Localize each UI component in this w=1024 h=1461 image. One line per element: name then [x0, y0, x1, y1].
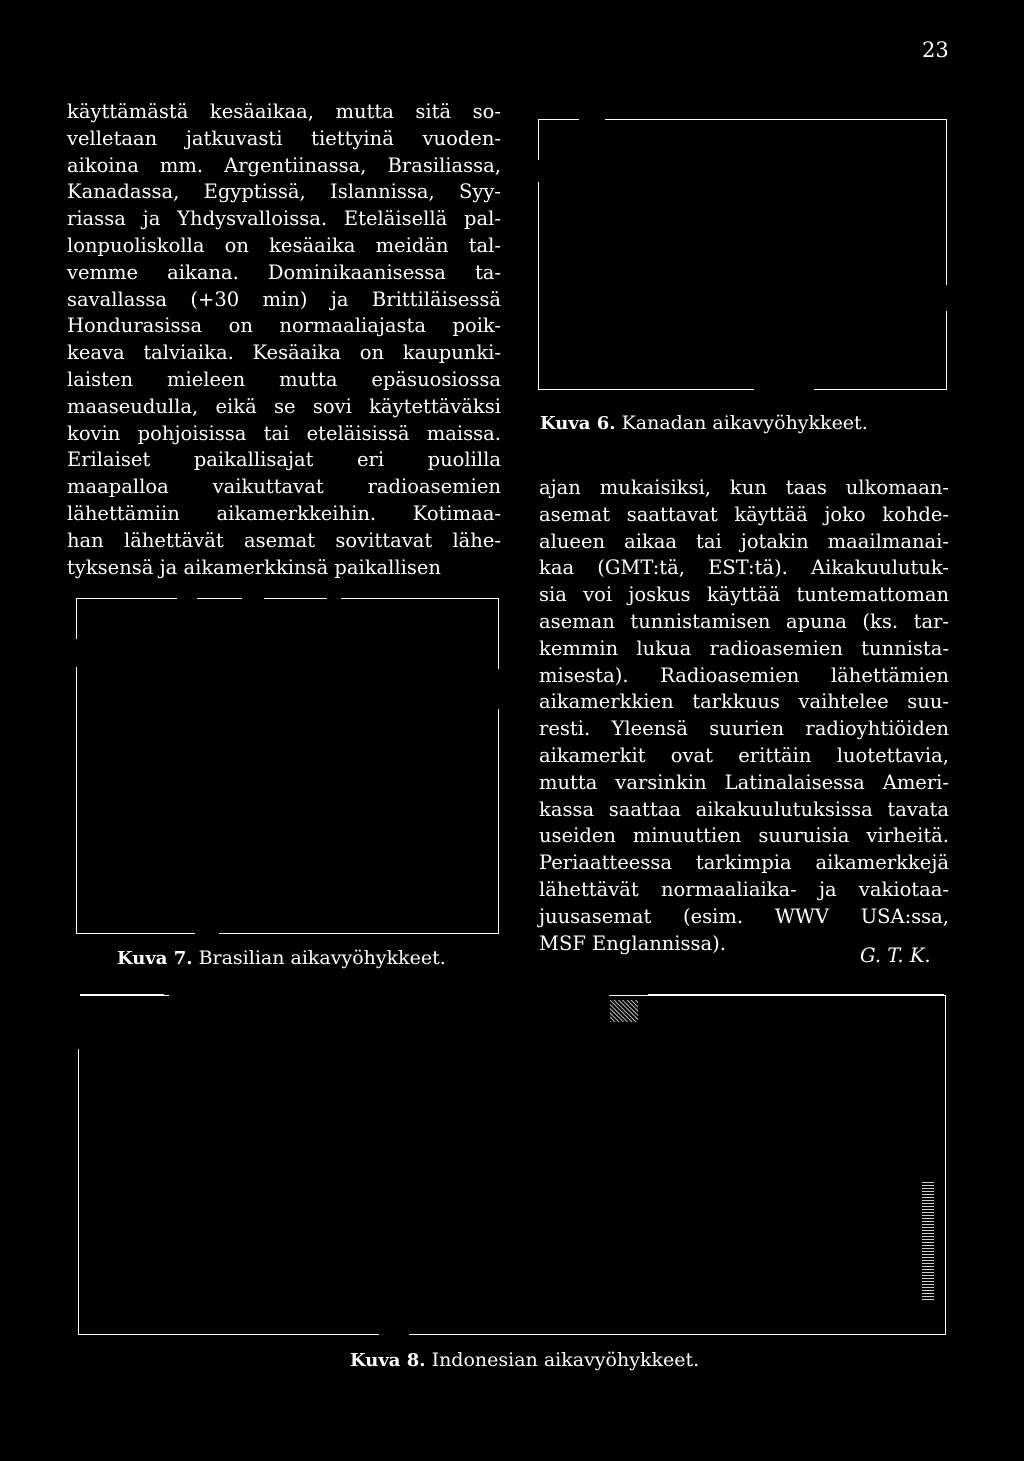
left-text-line: aikoina mm. Argentiinassa, Brasiliassa,: [67, 153, 501, 177]
left-text-line: käyttämästä kesäaikaa, mutta sitä so-: [67, 100, 501, 123]
left-text-line: velletaan jatkuvasti tiettyinä vuoden-: [67, 126, 501, 150]
left-text-line: maaseudulla, eikä se sovi käytettäväksi: [67, 394, 501, 418]
right-text-line: aikamerkkien tarkkuus vaihtelee suu-: [539, 690, 949, 714]
right-text-line: aikamerkit ovat erittäin luotettavia,: [539, 743, 949, 767]
right-text-line: alueen aikaa tai jotakin maailmanai-: [539, 529, 949, 553]
left-text-line: laisten mieleen mutta epäsuosiossa: [67, 367, 501, 391]
right-text-line: Periaatteessa tarkimpia aikamerkkejä: [539, 851, 949, 875]
right-text-line: sia voi joskus käyttää tuntemattoman: [539, 583, 949, 607]
figure-caption-text-7: Brasilian aikavyöhykkeet.: [198, 947, 446, 969]
scan-artifact: [922, 1182, 934, 1300]
left-text-line: lähettämiin aikamerkkeihin. Kotimaa-: [67, 501, 501, 525]
left-text-line: vemme aikana. Dominikaanisessa ta-: [67, 260, 501, 284]
right-text-line: useiden minuuttien suuruisia virheitä.: [539, 824, 949, 848]
figure-caption-6: [540, 412, 868, 434]
figure-indonesia-map: [78, 995, 946, 1335]
right-text-line: juusasemat (esim. WWV USA:ssa,: [539, 904, 949, 928]
figure-caption-7: [117, 947, 446, 969]
page-number: 23: [922, 38, 949, 62]
figure-label-7: Kuva 7.: [117, 948, 193, 969]
right-text-line: kemmin lukua radioasemien tunnista-: [539, 636, 949, 660]
right-text-line: resti. Yleensä suurien radioyhtiöiden: [539, 717, 949, 741]
right-text-line: kassa saattaa aikakuulutuksissa tavata: [539, 797, 949, 821]
left-text-line: Erilaiset paikallisajat eri puolilla: [67, 448, 501, 472]
author-signature: G. T. K.: [860, 944, 931, 967]
left-text-line: riassa ja Yhdysvalloissa. Eteläisellä pal-: [67, 207, 501, 231]
right-text-line: aseman tunnistamisen apuna (ks. tar-: [539, 609, 949, 633]
left-text-column: [67, 99, 501, 581]
right-text-line: ajan mukaisiksi, kun taas ulkomaan-: [539, 476, 949, 499]
right-text-line: mutta varsinkin Latinalaisessa Ameri-: [539, 770, 949, 794]
right-text-line: MSF Englannissa).: [539, 931, 726, 955]
right-text-line: asemat saattavat käyttää joko kohde-: [539, 502, 949, 526]
left-text-line: maapalloa vaikuttavat radioasemien: [67, 475, 501, 499]
left-text-line: tyksensä ja aikamerkkinsä paikallisen: [67, 555, 441, 579]
left-text-line: savallassa (+30 min) ja Brittiläisessä: [67, 287, 501, 311]
left-text-line: Hondurasissa on normaaliajasta poik-: [67, 314, 501, 338]
left-text-line: keava talviaika. Kesäaika on kaupunki-: [67, 341, 501, 365]
right-text-line: kaa (GMT:tä, EST:tä). Aikakuulutuk-: [539, 556, 949, 580]
right-text-column: [539, 475, 949, 957]
right-text-line: lähettävät normaaliaika- ja vakiotaa-: [539, 877, 949, 901]
left-text-line: kovin pohjoisissa tai eteläisissä maissa.: [67, 421, 501, 445]
left-text-line: han lähettävät asemat sovittavat lähe-: [67, 528, 501, 552]
figure-canada-map: [538, 119, 947, 390]
figure-brazil-map: [76, 598, 499, 934]
figure-caption-text-8: Indonesian aikavyöhykkeet.: [431, 1349, 700, 1371]
figure-caption-8: [350, 1349, 699, 1371]
right-text-line: misesta). Radioasemien lähettämien: [539, 663, 949, 687]
left-text-line: Kanadassa, Egyptissä, Islannissa, Syy-: [67, 180, 501, 204]
figure-caption-text-6: Kanadan aikavyöhykkeet.: [621, 412, 868, 434]
figure-label-6: Kuva 6.: [540, 413, 616, 434]
left-text-line: lonpuoliskolla on kesäaika meidän tal-: [67, 233, 501, 257]
figure-label-8: Kuva 8.: [350, 1350, 426, 1371]
